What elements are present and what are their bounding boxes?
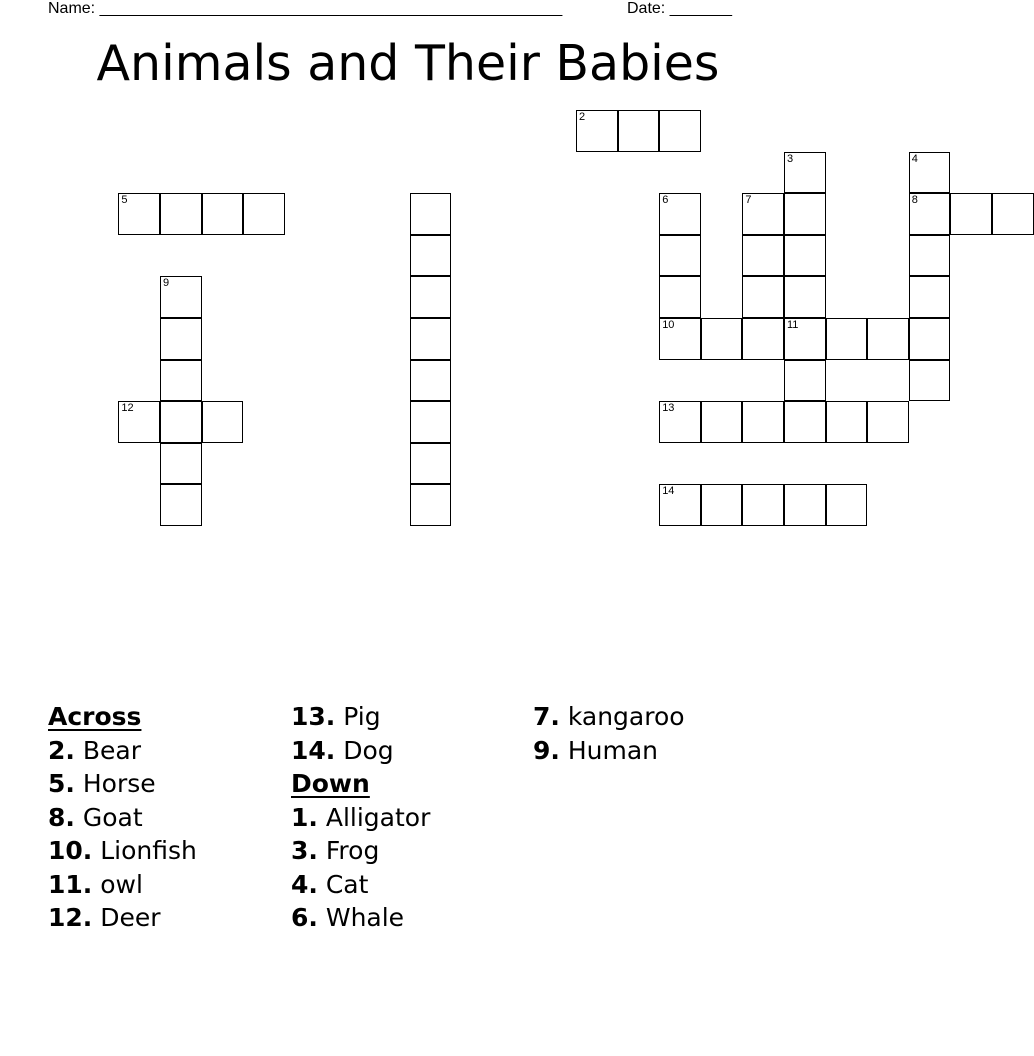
- clue-heading: Across: [48, 702, 142, 731]
- clue-text: Horse: [74, 769, 156, 798]
- clue-number: 6.: [291, 903, 318, 932]
- clue-item: [48, 734, 197, 768]
- clue-item: [48, 868, 197, 902]
- grid-cell[interactable]: [160, 401, 202, 443]
- grid-cell[interactable]: [410, 443, 452, 485]
- grid-cell[interactable]: [909, 235, 951, 277]
- clue-text: Deer: [92, 903, 161, 932]
- clue-item: [291, 868, 430, 902]
- grid-cell[interactable]: [909, 193, 951, 235]
- clue-item: [291, 700, 430, 734]
- grid-cell[interactable]: [243, 193, 285, 235]
- clue-item: [291, 734, 430, 768]
- grid-cell[interactable]: [160, 318, 202, 360]
- clue-text: Alligator: [317, 802, 431, 832]
- clue-number-label: 7: [745, 194, 752, 207]
- clue-number-label: 14: [662, 485, 675, 498]
- clue-text: kangaroo: [559, 702, 685, 731]
- clue-item: [48, 901, 197, 935]
- clue-item: [48, 834, 197, 868]
- grid-cell[interactable]: [784, 276, 826, 318]
- grid-cell[interactable]: [410, 235, 452, 277]
- grid-cell[interactable]: [410, 401, 452, 443]
- clue-text: Pig: [335, 702, 381, 731]
- grid-cell[interactable]: [410, 484, 452, 526]
- crossword-grid: [0, 0, 918, 560]
- clue-number-label: 13: [662, 402, 675, 415]
- clue-column-1: [48, 700, 197, 935]
- grid-cell[interactable]: [742, 276, 784, 318]
- grid-cell[interactable]: [784, 401, 826, 443]
- clue-number: 12.: [48, 903, 93, 932]
- grid-cell[interactable]: [659, 110, 701, 152]
- grid-cell[interactable]: [784, 484, 826, 526]
- grid-cell[interactable]: [826, 484, 868, 526]
- date-field[interactable]: Date: _______: [627, 0, 732, 17]
- clue-item: [291, 901, 430, 935]
- grid-cell[interactable]: [826, 318, 868, 360]
- grid-cell[interactable]: [742, 401, 784, 443]
- clue-number-label: 9: [163, 277, 170, 290]
- name-field[interactable]: Name: ____________________________________________________: [48, 0, 563, 17]
- clue-text: Dog: [335, 735, 394, 765]
- clue-heading: Down: [291, 769, 370, 798]
- clue-text: Human: [559, 735, 659, 765]
- clue-item: [291, 834, 430, 868]
- clue-number: 4.: [291, 869, 318, 899]
- clue-number: 11.: [48, 869, 93, 899]
- clue-text: Bear: [74, 735, 141, 765]
- grid-cell[interactable]: [118, 401, 160, 443]
- clue-column-2: [291, 700, 430, 935]
- grid-cell[interactable]: [909, 318, 951, 360]
- clue-text: Goat: [74, 802, 143, 832]
- clue-text: Cat: [317, 869, 369, 899]
- clue-item: [533, 700, 685, 734]
- clue-number-label: 8: [911, 194, 918, 207]
- clue-text: Lionfish: [92, 836, 197, 865]
- grid-cell[interactable]: [867, 318, 909, 360]
- grid-cell[interactable]: [618, 110, 660, 152]
- grid-cell[interactable]: [701, 318, 743, 360]
- grid-cell[interactable]: [659, 484, 701, 526]
- clue-item: [291, 801, 430, 835]
- clue-number-label: 12: [121, 402, 134, 415]
- grid-cell[interactable]: [701, 484, 743, 526]
- grid-cell[interactable]: [742, 318, 784, 360]
- grid-cell[interactable]: [576, 110, 618, 152]
- clue-number: 3.: [291, 836, 318, 865]
- clue-number: 14.: [291, 735, 336, 765]
- clue-number: 1.: [291, 802, 318, 832]
- clue-number-label: 3: [787, 152, 794, 165]
- clue-number: 2.: [48, 735, 75, 765]
- clue-number-label: 5: [121, 194, 128, 207]
- grid-cell[interactable]: [202, 401, 244, 443]
- grid-cell[interactable]: [659, 401, 701, 443]
- grid-cell[interactable]: [659, 235, 701, 277]
- grid-cell[interactable]: [410, 360, 452, 402]
- grid-cell[interactable]: [909, 152, 951, 194]
- grid-cell[interactable]: [742, 193, 784, 235]
- clue-number: 8.: [48, 802, 75, 832]
- grid-cell[interactable]: [160, 360, 202, 402]
- grid-cell[interactable]: [867, 401, 909, 443]
- grid-cell[interactable]: [410, 193, 452, 235]
- grid-cell[interactable]: [742, 484, 784, 526]
- clue-text: Frog: [317, 836, 380, 865]
- clue-number-label: 6: [662, 194, 669, 207]
- grid-cell[interactable]: [659, 193, 701, 235]
- clue-number-label: 11: [787, 319, 799, 331]
- clue-number: 7.: [533, 702, 560, 731]
- clue-number-label: 10: [662, 319, 675, 331]
- clue-text: owl: [92, 869, 143, 899]
- grid-cell[interactable]: [202, 193, 244, 235]
- clue-number: 13.: [291, 702, 336, 731]
- grid-cell[interactable]: [659, 276, 701, 318]
- grid-cell[interactable]: [410, 318, 452, 360]
- clue-number: 5.: [48, 769, 75, 798]
- grid-cell[interactable]: [160, 276, 202, 318]
- clue-number-label: 2: [579, 111, 586, 123]
- clue-number: 10.: [48, 836, 93, 865]
- grid-cell[interactable]: [118, 193, 160, 235]
- grid-cell[interactable]: [160, 193, 202, 235]
- grid-cell[interactable]: [784, 318, 826, 360]
- grid-cell[interactable]: [784, 193, 826, 235]
- grid-cell[interactable]: [784, 152, 826, 194]
- grid-cell[interactable]: [909, 276, 951, 318]
- grid-cell[interactable]: [826, 401, 868, 443]
- grid-cell[interactable]: [160, 443, 202, 485]
- grid-cell[interactable]: [410, 276, 452, 318]
- clue-column-3: [533, 700, 685, 767]
- grid-cell[interactable]: [950, 193, 992, 235]
- clue-item: [48, 801, 197, 835]
- grid-cell[interactable]: [659, 318, 701, 360]
- grid-cell[interactable]: [909, 360, 951, 402]
- clue-item: [48, 767, 197, 801]
- clue-item: [533, 734, 685, 768]
- clue-text: Whale: [317, 903, 405, 932]
- clue-number-label: 4: [911, 152, 918, 165]
- clue-number: 9.: [533, 735, 560, 765]
- grid-cell[interactable]: [784, 235, 826, 277]
- grid-cell[interactable]: [992, 193, 1034, 235]
- grid-cell[interactable]: [742, 235, 784, 277]
- grid-cell[interactable]: [160, 484, 202, 526]
- page-title: Animals and Their Babies: [96, 35, 720, 92]
- grid-cell[interactable]: [701, 401, 743, 443]
- grid-cell[interactable]: [784, 360, 826, 402]
